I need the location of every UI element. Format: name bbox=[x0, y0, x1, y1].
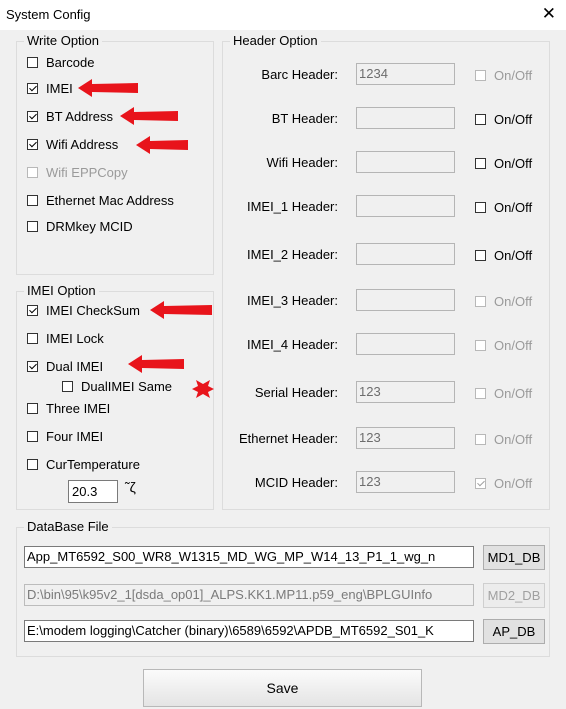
imei-option-three-imei-checkbox[interactable] bbox=[27, 403, 38, 414]
header-row-imei-4-header-label: IMEI_4 Header: bbox=[246, 337, 338, 352]
header-row-ethernet-header-onoff-label: On/Off bbox=[494, 432, 533, 447]
write-option-wifi-address-label: Wifi Address bbox=[46, 137, 119, 152]
database-file-title: DataBase File bbox=[24, 519, 112, 535]
header-row-imei-2-header-label: IMEI_2 Header: bbox=[246, 247, 338, 262]
header-row-imei-3-header-onoff-checkbox bbox=[475, 296, 486, 307]
header-row-mcid-header-onoff-label: On/Off bbox=[494, 476, 533, 491]
header-row-wifi-header-onoff-label: On/Off bbox=[494, 156, 533, 171]
imei-option-dualimei-same-checkbox[interactable] bbox=[62, 381, 73, 392]
header-row-serial-header-onoff-checkbox bbox=[475, 388, 486, 399]
write-option-drmkey-mcid[interactable] bbox=[27, 219, 133, 234]
header-row-imei-1-header-onoff[interactable] bbox=[475, 200, 532, 215]
header-option-title: Header Option bbox=[230, 33, 321, 49]
imei-option-four-imei-checkbox[interactable] bbox=[27, 431, 38, 442]
header-row-imei-3-header-onoff bbox=[475, 294, 532, 309]
write-option-bt-address-checkbox[interactable] bbox=[27, 111, 38, 122]
header-row-wifi-header-onoff-checkbox[interactable] bbox=[475, 158, 486, 169]
write-option-bt-address-label: BT Address bbox=[46, 109, 113, 124]
header-row-imei-1-header-onoff-label: On/Off bbox=[494, 200, 533, 215]
imei-option-curtemperature-label: CurTemperature bbox=[46, 457, 140, 472]
write-option-wifi-address-checkbox[interactable] bbox=[27, 139, 38, 150]
write-option-imei-label: IMEI bbox=[46, 81, 73, 96]
header-row-imei-3-header-input bbox=[356, 289, 455, 311]
imei-option-dualimei-same[interactable] bbox=[62, 379, 172, 394]
write-option-group bbox=[16, 33, 214, 275]
write-option-barcode-checkbox[interactable] bbox=[27, 57, 38, 68]
header-row-bt-header-label: BT Header: bbox=[271, 111, 338, 126]
database-path-input-2: D:\bin\95\k95v2_1[dsda_op01]_ALPS.KK1.MP11.p59_eng\BPLGUInfo bbox=[24, 584, 474, 606]
imei-option-imei-checksum-label: IMEI CheckSum bbox=[46, 303, 140, 318]
header-row-wifi-header-label: Wifi Header: bbox=[266, 155, 338, 170]
imei-option-group bbox=[16, 283, 214, 510]
header-row-ethernet-header-label: Ethernet Header: bbox=[238, 431, 338, 446]
write-option-wifi-eppcopy-label: Wifi EPPCopy bbox=[46, 165, 128, 180]
imei-option-imei-lock[interactable] bbox=[27, 331, 104, 346]
header-row-wifi-header-onoff[interactable] bbox=[475, 156, 532, 171]
header-row-imei-1-header-label: IMEI_1 Header: bbox=[246, 199, 338, 214]
header-row-ethernet-header-onoff-checkbox bbox=[475, 434, 486, 445]
header-row-imei-4-header-onoff-checkbox bbox=[475, 340, 486, 351]
database-path-input-1[interactable]: App_MT6592_S00_WR8_W1315_MD_WG_MP_W14_13_P1_1_wg_n bbox=[24, 546, 474, 568]
imei-option-dual-imei-label: Dual IMEI bbox=[46, 359, 104, 374]
header-row-barc-header-input: 1234 bbox=[356, 63, 455, 85]
title-bar bbox=[0, 0, 566, 30]
header-row-barc-header-onoff-label: On/Off bbox=[494, 68, 533, 83]
header-row-barc-header-label: Barc Header: bbox=[261, 67, 338, 82]
header-row-imei-4-header-onoff-label: On/Off bbox=[494, 338, 533, 353]
write-option-barcode-label: Barcode bbox=[46, 55, 95, 70]
imei-option-three-imei[interactable] bbox=[27, 401, 110, 416]
database-button-md2-db: MD2_DB bbox=[483, 583, 545, 608]
database-file-group bbox=[16, 519, 550, 657]
header-option-group bbox=[222, 33, 550, 510]
write-option-wifi-eppcopy bbox=[27, 165, 128, 180]
write-option-drmkey-mcid-label: DRMkey MCID bbox=[46, 219, 133, 234]
header-row-wifi-header-input bbox=[356, 151, 455, 173]
header-row-ethernet-header-onoff bbox=[475, 432, 532, 447]
temperature-input[interactable]: 20.3 bbox=[68, 480, 118, 503]
close-icon[interactable]: ✕ bbox=[541, 4, 556, 23]
header-row-ethernet-header-input: 123 bbox=[356, 427, 455, 449]
header-row-imei-2-header-input bbox=[356, 243, 455, 265]
write-option-ethernet-mac-address-checkbox[interactable] bbox=[27, 195, 38, 206]
write-option-drmkey-mcid-checkbox[interactable] bbox=[27, 221, 38, 232]
imei-option-curtemperature[interactable] bbox=[27, 457, 140, 472]
temperature-unit: ˜ζ bbox=[125, 479, 136, 495]
header-row-bt-header-input bbox=[356, 107, 455, 129]
imei-option-imei-checksum-checkbox[interactable] bbox=[27, 305, 38, 316]
database-button-ap-db[interactable]: AP_DB bbox=[483, 619, 545, 644]
header-row-bt-header-onoff-checkbox[interactable] bbox=[475, 114, 486, 125]
imei-option-dualimei-same-label: DualIMEI Same bbox=[81, 379, 173, 394]
imei-option-imei-lock-label: IMEI Lock bbox=[46, 331, 104, 346]
imei-option-three-imei-label: Three IMEI bbox=[46, 401, 111, 416]
header-row-barc-header-onoff-checkbox bbox=[475, 70, 486, 81]
write-option-wifi-address[interactable] bbox=[27, 137, 118, 152]
header-row-barc-header-onoff bbox=[475, 68, 532, 83]
header-row-serial-header-onoff bbox=[475, 386, 532, 401]
imei-option-title: IMEI Option bbox=[24, 283, 99, 299]
write-option-ethernet-mac-address-label: Ethernet Mac Address bbox=[46, 193, 174, 208]
header-row-imei-3-header-label: IMEI_3 Header: bbox=[246, 293, 338, 308]
header-row-imei-1-header-input bbox=[356, 195, 455, 217]
imei-option-dual-imei-checkbox[interactable] bbox=[27, 361, 38, 372]
header-row-serial-header-onoff-label: On/Off bbox=[494, 386, 533, 401]
save-button[interactable]: Save bbox=[143, 669, 422, 707]
header-row-mcid-header-onoff bbox=[475, 476, 532, 491]
header-row-serial-header-input: 123 bbox=[356, 381, 455, 403]
header-row-imei-4-header-onoff bbox=[475, 338, 532, 353]
header-row-imei-1-header-onoff-checkbox[interactable] bbox=[475, 202, 486, 213]
database-path-input-3[interactable]: E:\modem logging\Catcher (binary)\6589\6592\APDB_MT6592_S01_K bbox=[24, 620, 474, 642]
header-row-bt-header-onoff[interactable] bbox=[475, 112, 532, 127]
header-row-mcid-header-label: MCID Header: bbox=[254, 475, 338, 490]
header-row-imei-2-header-onoff-label: On/Off bbox=[494, 248, 533, 263]
header-row-imei-2-header-onoff-checkbox[interactable] bbox=[475, 250, 486, 261]
header-row-imei-2-header-onoff[interactable] bbox=[475, 248, 532, 263]
imei-option-four-imei-label: Four IMEI bbox=[46, 429, 104, 444]
write-option-bt-address[interactable] bbox=[27, 109, 113, 124]
header-row-mcid-header-onoff-checkbox bbox=[475, 478, 486, 489]
window-title: System Config bbox=[6, 7, 91, 22]
imei-option-four-imei[interactable] bbox=[27, 429, 103, 444]
header-row-imei-4-header-input bbox=[356, 333, 455, 355]
header-row-mcid-header-input: 123 bbox=[356, 471, 455, 493]
write-option-title: Write Option bbox=[24, 33, 102, 49]
imei-option-imei-lock-checkbox[interactable] bbox=[27, 333, 38, 344]
header-row-serial-header-label: Serial Header: bbox=[254, 385, 338, 400]
write-option-wifi-eppcopy-checkbox bbox=[27, 167, 38, 178]
imei-option-imei-checksum[interactable] bbox=[27, 303, 140, 318]
write-option-imei[interactable] bbox=[27, 81, 73, 96]
write-option-ethernet-mac-address[interactable] bbox=[27, 193, 174, 208]
database-button-md1-db[interactable]: MD1_DB bbox=[483, 545, 545, 570]
write-option-barcode[interactable] bbox=[27, 55, 94, 70]
header-row-bt-header-onoff-label: On/Off bbox=[494, 112, 533, 127]
imei-option-dual-imei[interactable] bbox=[27, 359, 103, 374]
header-row-imei-3-header-onoff-label: On/Off bbox=[494, 294, 533, 309]
imei-option-curtemperature-checkbox[interactable] bbox=[27, 459, 38, 470]
write-option-imei-checkbox[interactable] bbox=[27, 83, 38, 94]
